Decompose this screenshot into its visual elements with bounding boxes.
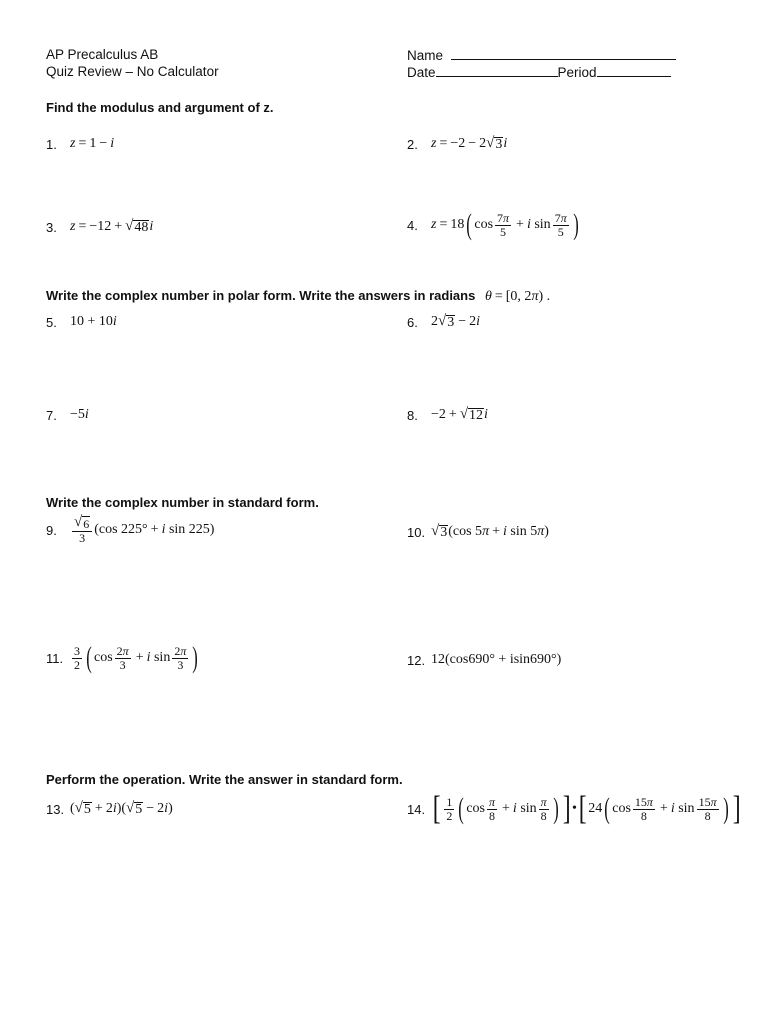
problem-8-expression: −2 + √ 12 i [431, 406, 488, 423]
name-field[interactable] [451, 47, 676, 60]
problem-3 [46, 219, 153, 235]
problem-9 [46, 515, 214, 545]
problem-7-text: −5 [70, 407, 85, 422]
section-heading-modulus: Find the modulus and argument of z. [46, 100, 274, 115]
problem-14-expression: [ $\frac{1}{2}$ ( cos $\frac{\pi}{8}$ + i sin $\frac{\pi}{8}$ ) ] • [ 24 ( cos $\frac{15\pi}{8}$ + i sin $\frac{15\pi}{8}$ ) ] [432, 790, 741, 827]
problem-5-expression: 10 + 10 i [70, 314, 117, 329]
period-label: Period [557, 65, 597, 80]
theta-interval: θ = [0, 2 π ) . [484, 289, 551, 304]
problem-number: 12. [407, 652, 426, 668]
problem-number: 13. [46, 801, 65, 817]
problem-11-expression: $\frac{3}{2}$ ( cos $\frac{2\pi}{3}$ + i sin $\frac{2\pi}{3}$ ) [74, 641, 199, 674]
date-label: Date [407, 65, 436, 80]
problem-number: 9. [46, 522, 57, 538]
course-title: AP Precalculus AB [46, 47, 159, 62]
problem-1 [46, 136, 114, 152]
section-heading-standard-form: Write the complex number in standard form. [46, 495, 319, 510]
problem-10-expression: √ 3 (cos 5 π + i sin 5 π ) [431, 523, 549, 540]
problem-2 [407, 136, 507, 152]
problem-2-expression: z = −2 − 2 √ 3 i [431, 135, 508, 152]
problem-number: 6. [407, 314, 418, 330]
problem-number: 14. [407, 801, 426, 817]
problem-5-text: 10 + 10 [70, 314, 113, 329]
problem-5 [46, 314, 117, 330]
problem-13 [46, 801, 173, 817]
problem-7 [46, 407, 89, 423]
problem-1-expression: z = 1 − i [70, 136, 115, 151]
name-field-row [407, 47, 676, 63]
problem-number: 7. [46, 407, 57, 423]
problem-14 [407, 792, 742, 826]
problem-number: 1. [46, 136, 57, 152]
problem-number: 3. [46, 219, 57, 235]
problem-13-expression: ( √ 5 + 2 i )( √ 5 − 2 i ) [70, 800, 173, 817]
section-heading-operation: Perform the operation. Write the answer in standard form. [46, 772, 403, 787]
problem-number: 5. [46, 314, 57, 330]
name-label: Name [407, 48, 444, 63]
problem-7-expression: −5 i [70, 407, 89, 422]
problem-8 [407, 407, 488, 423]
problem-number: 8. [407, 407, 418, 423]
problem-number: 11. [46, 650, 64, 666]
problem-4 [407, 210, 581, 240]
problem-6-expression: 2 √ 3 − 2 i [431, 313, 481, 330]
problem-9-expression: √ 6 3 (cos 225° + i sin 225) [74, 514, 215, 545]
problem-11 [46, 643, 200, 673]
problem-4-expression: z = 18 ( cos $\frac{7\pi}{5}$ + i sin $\frac{7\pi}{5}$ ) [431, 208, 579, 241]
quiz-subtitle: Quiz Review – No Calculator [46, 64, 219, 79]
problem-number: 4. [407, 217, 418, 233]
problem-number: 10. [407, 524, 426, 540]
date-field[interactable] [436, 64, 558, 77]
period-field[interactable] [597, 64, 671, 77]
date-period-row [407, 64, 671, 80]
problem-number: 2. [407, 136, 418, 152]
problem-10 [407, 524, 549, 540]
problem-12 [407, 652, 561, 668]
problem-12-expression: 12(cos690° + isin690°) [431, 652, 562, 667]
problem-6 [407, 314, 480, 330]
section-heading-polar [46, 288, 550, 305]
section-heading-polar-text: Write the complex number in polar form. Write the answers in radians [46, 288, 476, 303]
problem-3-expression: z = −12 + √ 48 i [70, 218, 154, 235]
